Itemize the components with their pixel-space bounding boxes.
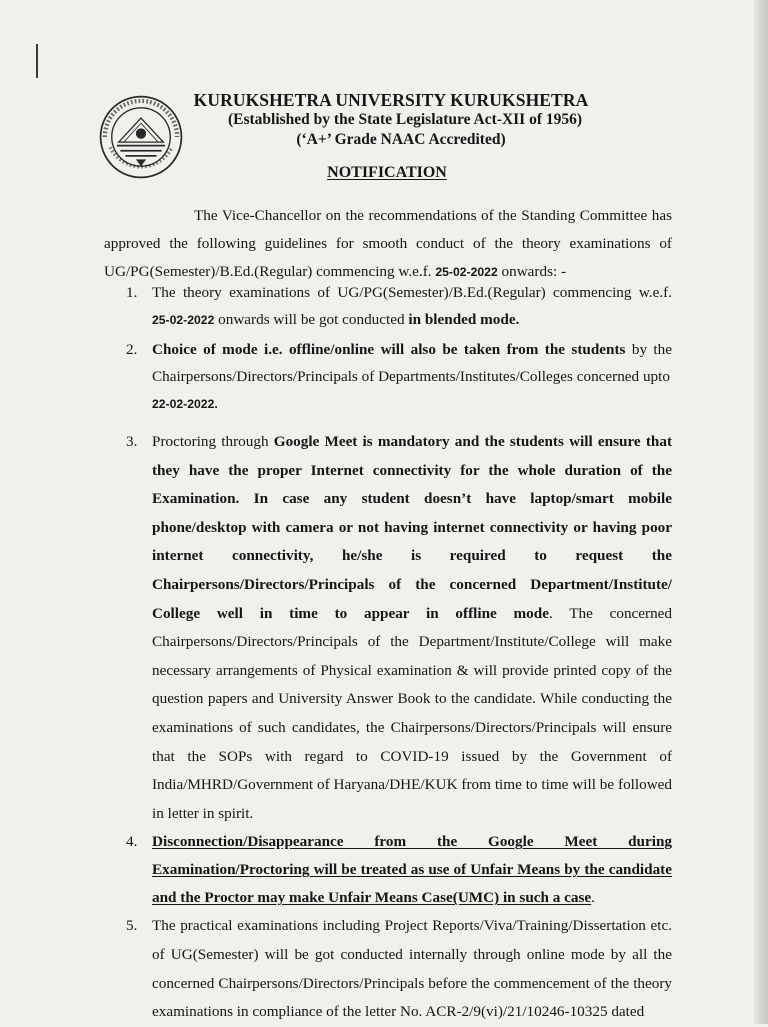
accreditation-line: (‘A+’ Grade NAAC Accredited) [296, 131, 506, 148]
notification-heading [0, 164, 768, 182]
item-text: The practical examinations including Project Reports/Viva/Training/Dissertation etc. of UG(Semester) will be got conducted internally through online mode by all the concerned Chairpersons/Directors/Principals before the commencement of the theory examinations in compliance of the letter No. ACR-2/9(vi)/21/10246-10325 dated [152, 917, 672, 1021]
letterhead [180, 90, 590, 150]
item-bold-text: in blended mode. [408, 311, 520, 328]
list-item [104, 336, 672, 418]
list-item [104, 428, 672, 828]
item-bold-text: Google Meet is mandatory and the students will ensure that they have the proper Internet connectivity for the whole duration of the Examination. In case any student doesn’t have laptop/smart mobile phone/desktop with camera or not having internet connectivity or having poor internet connectivity, he/she is required to request the Chairpersons/Directors/Principals of the concerned Department/Institute/ College well in time to appear in offline mode [152, 433, 672, 622]
item-date: 25-02-2022 [152, 313, 215, 327]
item-text: Proctoring through [152, 433, 269, 450]
notification-title: NOTIFICATION [327, 164, 447, 181]
scan-edge [754, 0, 768, 1024]
list-item [104, 912, 672, 1026]
item-number: 4. [126, 833, 138, 851]
item-number: 5. [126, 917, 138, 935]
item-bold-text: Choice of mode i.e. offline/online will also be taken from the students [152, 341, 626, 358]
item-number: 2. [126, 341, 138, 358]
list-item [104, 279, 672, 334]
intro-paragraph [104, 202, 672, 286]
item-number: 1. [126, 284, 138, 301]
item-text: . The concerned Chairpersons/Directors/Principals of the Department/Institute/College will make necessary arrangements of Physical examination & will provide printed copy of the question papers and University Answer Book to the candidate. While conducting the examinations of such candidates, the Chairpersons/Directors/Principals will ensure that the SOPs with regard to COVID-19 issued by the Government of India/MHRD/Government of Haryana/DHE/KUK from time to time will be followed in letter in spirit. [152, 604, 673, 822]
scan-mark [36, 44, 38, 78]
establishment-line: (Established by the State Legislature Act-XII of 1956) [227, 111, 583, 128]
item-number: 3. [126, 433, 138, 450]
item-text: . [591, 889, 595, 907]
item-text: The theory examinations of UG/PG(Semester)/B.Ed.(Regular) commencing w.e.f. [152, 284, 672, 301]
intro-text: The Vice-Chancellor on the recommendations of the Standing Committee has approved the following guidelines for smooth conduct of the theory examinations of UG/PG(Semester)/B.Ed.(Regular) commencing w.e.f. [104, 207, 672, 280]
list-item [104, 828, 672, 912]
guidelines-list [104, 279, 672, 1027]
intro-date: 25-02-2022 [435, 265, 498, 279]
item-text: by the Chairpersons/Directors/Principals of Departments/Institutes/Colleges concerned upto [152, 341, 672, 385]
item-date: 22-02-2022. [152, 397, 218, 411]
item-text: onwards will be got conducted [218, 311, 405, 328]
university-name: KURUKSHETRA UNIVERSITY KURUKSHETRA [193, 90, 589, 110]
intro-text-end: onwards: - [501, 263, 567, 280]
item-bold-text: Disconnection/Disappearance from the Google Meet during Examination/Proctoring will be treated as use of Unfair Means by the candidate and the Proctor may make Unfair Means Case(UMC) in such a case [152, 833, 672, 907]
